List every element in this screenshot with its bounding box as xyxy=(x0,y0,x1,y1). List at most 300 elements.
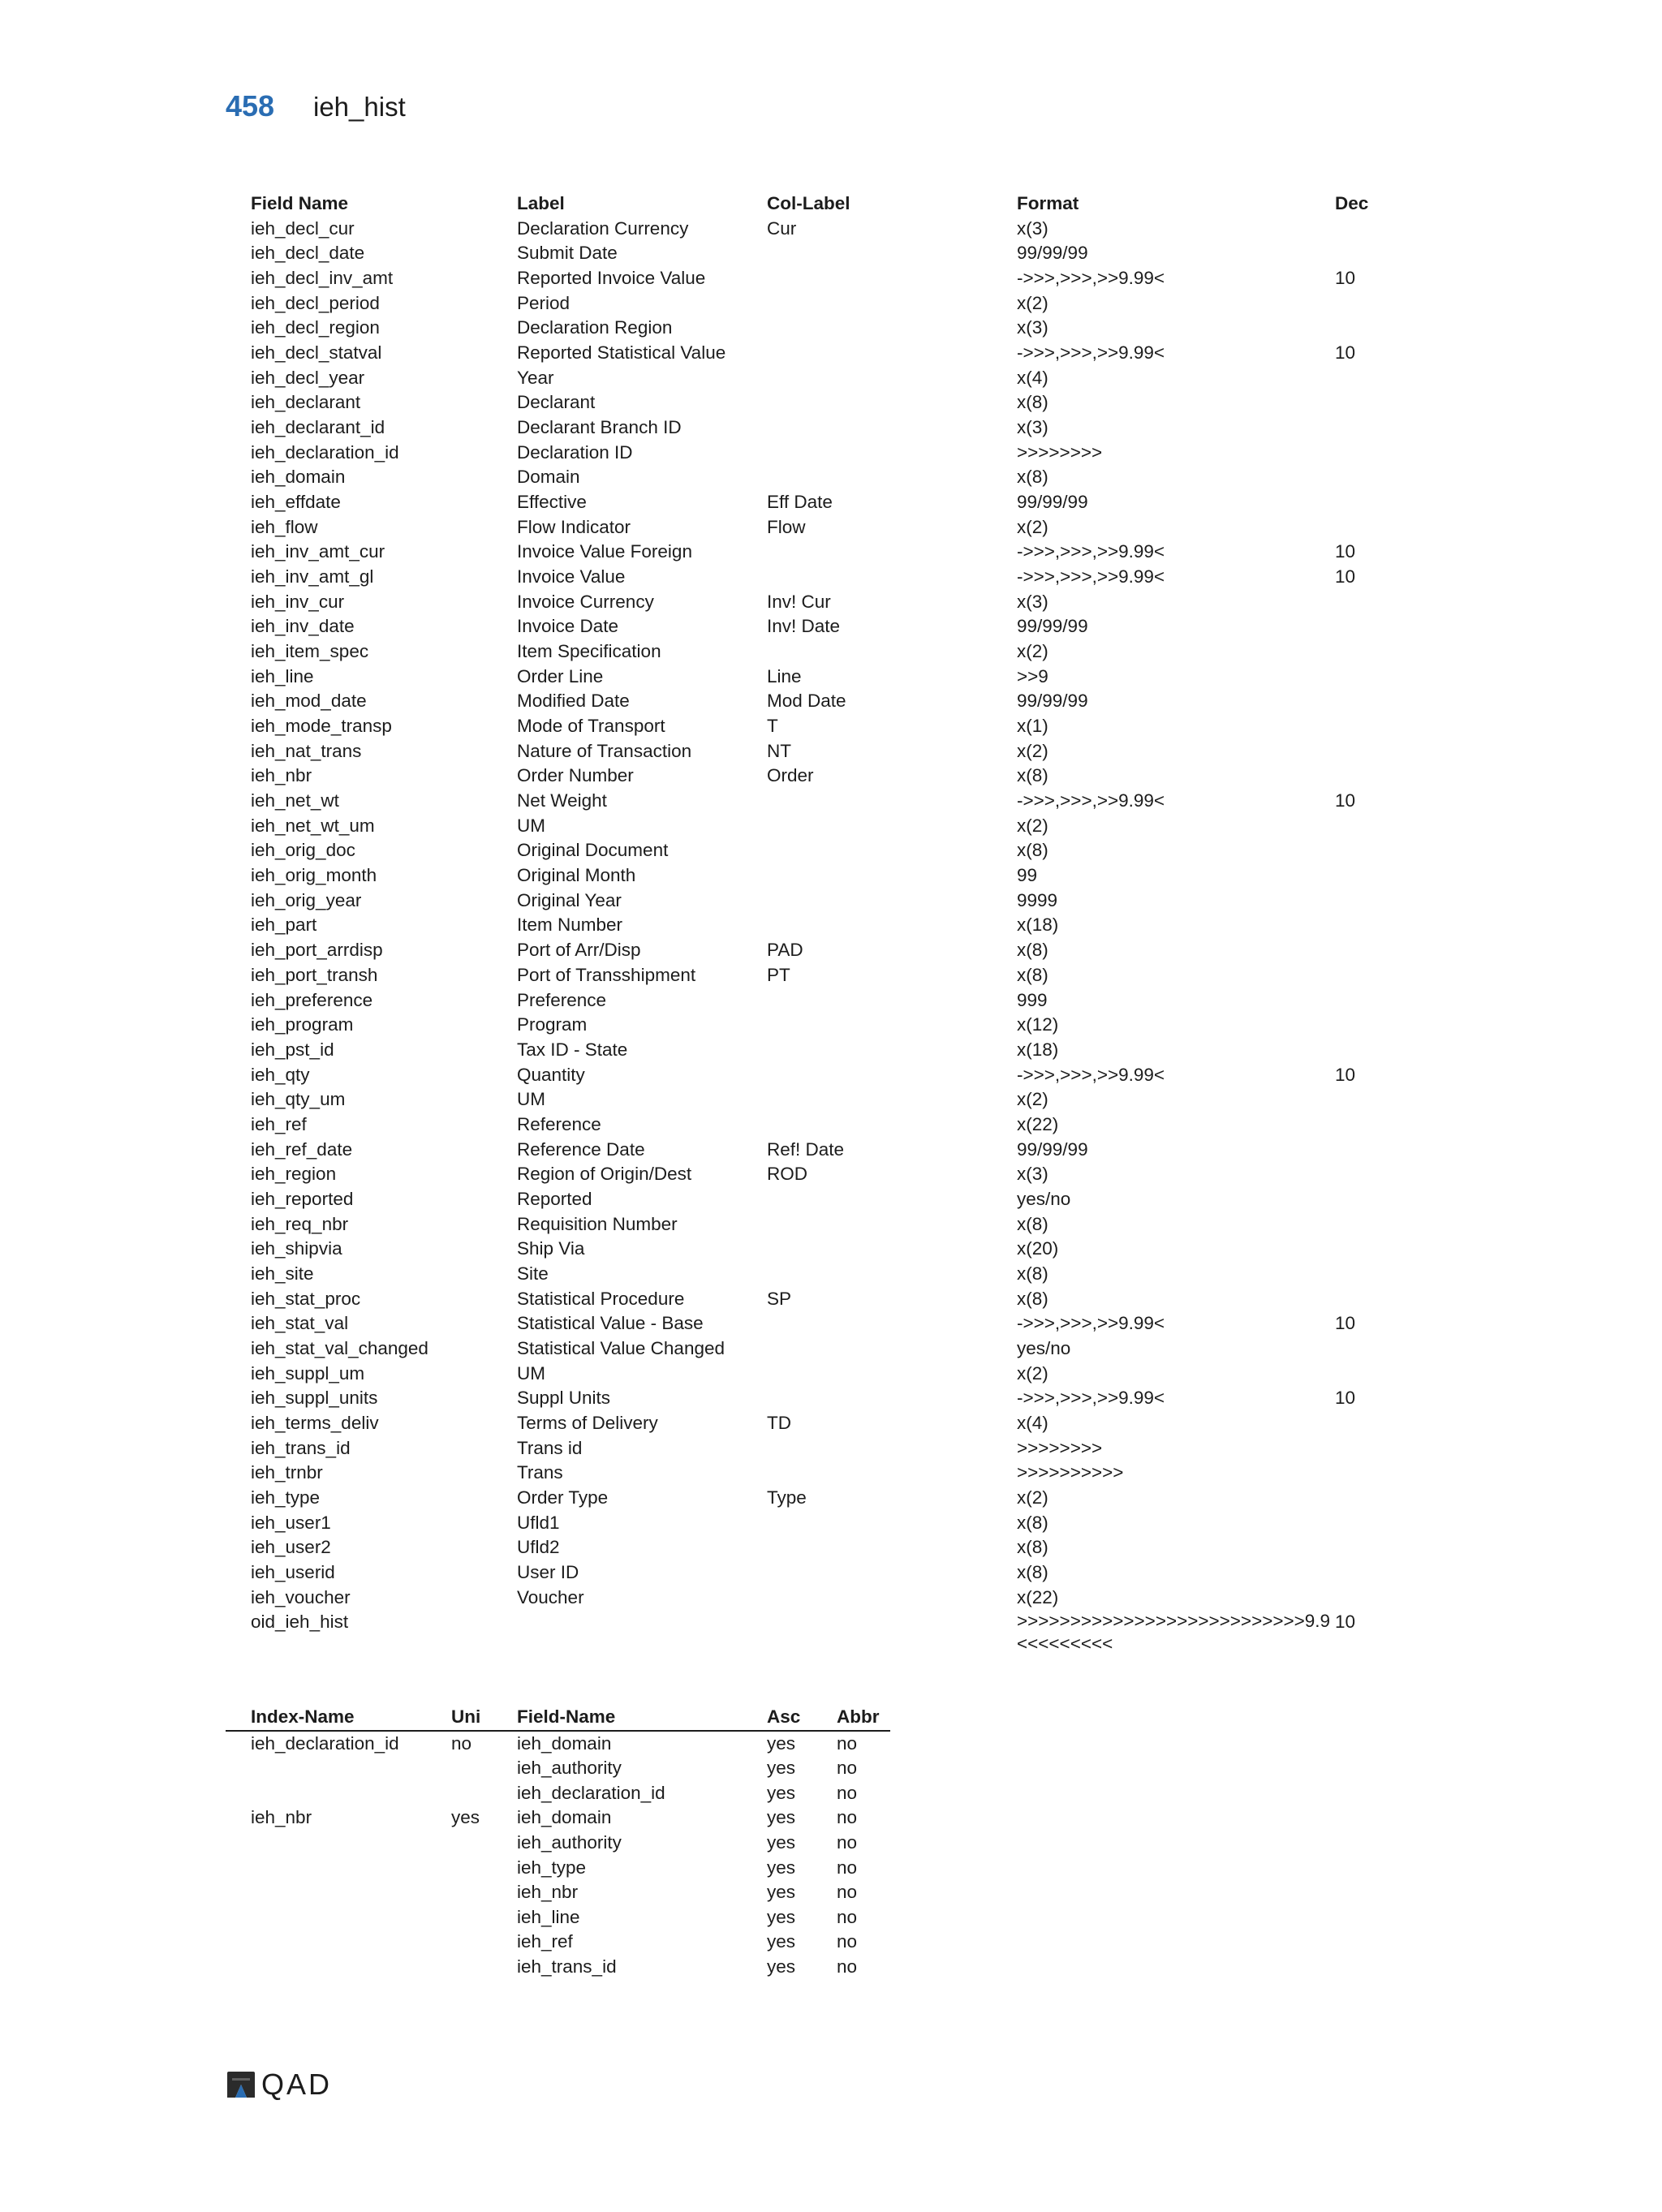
format-cell: 9999 xyxy=(1017,889,1058,910)
label-cell: Declaration ID xyxy=(517,441,633,463)
dec-cell xyxy=(1335,938,1384,963)
label-cell: Net Weight xyxy=(517,790,607,811)
label-cell: Requisition Number xyxy=(517,1213,678,1234)
col-label-cell xyxy=(767,1535,1017,1560)
format-cell: x(20) xyxy=(1017,1238,1059,1259)
format-cell: >>>>>>>> xyxy=(1017,441,1103,463)
dec-cell xyxy=(1335,1535,1384,1560)
dec-cell xyxy=(1335,639,1384,665)
table-row xyxy=(226,590,1384,615)
table-row xyxy=(226,1880,890,1905)
field-name-cell: ieh_trans_id xyxy=(251,1437,351,1458)
label-cell: Year xyxy=(517,367,554,388)
col-label-cell: ROD xyxy=(767,1164,807,1185)
index-name-cell xyxy=(251,1905,451,1930)
table-row xyxy=(226,217,1384,242)
dec-cell xyxy=(1335,316,1384,341)
format-cell: x(8) xyxy=(1017,467,1048,488)
dec-cell: 10 xyxy=(1335,1388,1356,1409)
col-label-cell xyxy=(767,1038,1017,1063)
format-cell: x(8) xyxy=(1017,765,1048,786)
unique-cell xyxy=(451,1831,517,1856)
label-cell: Order Number xyxy=(517,765,634,786)
fields-table xyxy=(226,192,1384,1655)
dec-cell xyxy=(1335,366,1384,391)
label-cell: Domain xyxy=(517,467,580,488)
label-cell: Voucher xyxy=(517,1586,584,1607)
dec-cell xyxy=(1335,1287,1384,1312)
col-label-cell xyxy=(767,1187,1017,1212)
format-cell: x(2) xyxy=(1017,516,1048,537)
dec-cell xyxy=(1335,1013,1384,1038)
index-field-cell: ieh_nbr xyxy=(517,1882,579,1903)
dec-cell xyxy=(1335,465,1384,490)
dec-cell xyxy=(1335,1112,1384,1138)
abbr-cell: no xyxy=(837,1831,858,1853)
index-table xyxy=(226,1705,890,1980)
dec-cell xyxy=(1335,515,1384,540)
table-row xyxy=(226,1038,1384,1063)
format-cell: x(3) xyxy=(1017,591,1048,612)
format-cell: x(8) xyxy=(1017,1263,1048,1284)
format-cell: x(8) xyxy=(1017,392,1048,413)
unique-cell xyxy=(451,1880,517,1905)
format-cell: x(18) xyxy=(1017,914,1059,936)
label-cell: Invoice Currency xyxy=(517,591,654,612)
col-label-cell xyxy=(767,863,1017,889)
format-cell: 99/99/99 xyxy=(1017,691,1088,712)
table-row xyxy=(226,266,1384,291)
column-header: Field-Name xyxy=(517,1705,767,1731)
dec-cell xyxy=(1335,889,1384,914)
label-cell: User ID xyxy=(517,1561,579,1582)
label-cell: Invoice Date xyxy=(517,616,619,637)
col-label-cell xyxy=(767,814,1017,839)
field-name-cell: ieh_effdate xyxy=(251,492,341,513)
field-name-cell: ieh_site xyxy=(251,1263,314,1284)
col-label-cell xyxy=(767,565,1017,590)
ascending-cell: yes xyxy=(767,1807,796,1828)
label-cell xyxy=(517,1610,767,1655)
label-cell: Submit Date xyxy=(517,243,618,264)
format-cell: x(4) xyxy=(1017,1412,1048,1433)
dec-cell xyxy=(1335,988,1384,1013)
format-cell: 99/99/99 xyxy=(1017,1138,1088,1160)
col-label-cell xyxy=(767,889,1017,914)
col-label-cell xyxy=(767,1586,1017,1611)
index-field-cell: ieh_authority xyxy=(517,1831,622,1853)
field-name-cell: ieh_suppl_units xyxy=(251,1388,378,1409)
format-cell: x(8) xyxy=(1017,1512,1048,1533)
table-row xyxy=(226,1486,1384,1511)
col-label-cell xyxy=(767,913,1017,938)
format-cell: x(3) xyxy=(1017,317,1048,338)
format-cell: x(3) xyxy=(1017,217,1048,239)
col-label-cell xyxy=(767,316,1017,341)
index-name-cell xyxy=(251,1880,451,1905)
label-cell: Trans xyxy=(517,1462,563,1483)
abbr-cell: no xyxy=(837,1931,858,1952)
field-name-cell: ieh_stat_val_changed xyxy=(251,1337,428,1358)
dec-cell xyxy=(1335,241,1384,266)
field-name-cell: ieh_terms_deliv xyxy=(251,1412,379,1433)
table-row xyxy=(226,764,1384,789)
table-row xyxy=(226,838,1384,863)
col-label-cell: Eff Date xyxy=(767,492,833,513)
dec-cell: 10 xyxy=(1335,566,1356,587)
col-label-cell: Cur xyxy=(767,217,797,239)
table-row xyxy=(226,316,1384,341)
table-row xyxy=(226,1287,1384,1312)
dec-cell xyxy=(1335,1362,1384,1387)
label-cell: Declarant xyxy=(517,392,596,413)
col-label-cell xyxy=(767,1436,1017,1461)
field-name-cell: ieh_voucher xyxy=(251,1586,351,1607)
unique-cell: yes xyxy=(451,1807,480,1828)
dec-cell xyxy=(1335,1511,1384,1536)
index-name-cell xyxy=(251,1756,451,1781)
table-row xyxy=(226,540,1384,565)
table-row xyxy=(226,1831,890,1856)
format-cell: x(22) xyxy=(1017,1586,1059,1607)
field-name-cell: ieh_shipvia xyxy=(251,1238,342,1259)
format-cell: x(8) xyxy=(1017,1213,1048,1234)
col-label-cell xyxy=(767,390,1017,415)
format-cell: 999 xyxy=(1017,989,1048,1010)
col-label-cell xyxy=(767,1386,1017,1411)
ascending-cell: yes xyxy=(767,1782,796,1803)
col-label-cell: NT xyxy=(767,740,791,761)
table-row xyxy=(226,1610,1384,1655)
unique-cell xyxy=(451,1756,517,1781)
label-cell: Order Line xyxy=(517,665,604,686)
col-label-cell xyxy=(767,441,1017,466)
dec-cell xyxy=(1335,1560,1384,1586)
unique-cell xyxy=(451,1781,517,1806)
format-cell: x(12) xyxy=(1017,1014,1059,1035)
index-field-cell: ieh_declaration_id xyxy=(517,1782,665,1803)
format-cell: x(8) xyxy=(1017,940,1048,961)
field-name-cell: ieh_nat_trans xyxy=(251,740,362,761)
dec-cell xyxy=(1335,665,1384,690)
dec-cell xyxy=(1335,1586,1384,1611)
column-header: Abbr xyxy=(837,1705,890,1731)
col-label-cell: Flow xyxy=(767,516,806,537)
index-name-cell xyxy=(251,1781,451,1806)
format-cell: x(2) xyxy=(1017,641,1048,662)
dec-cell xyxy=(1335,1336,1384,1362)
table-row xyxy=(226,1336,1384,1362)
abbr-cell: no xyxy=(837,1956,858,1977)
label-cell: Trans id xyxy=(517,1437,583,1458)
table-row xyxy=(226,1731,890,1757)
dec-cell xyxy=(1335,390,1384,415)
table-row xyxy=(226,1781,890,1806)
label-cell: UM xyxy=(517,815,545,836)
table-row xyxy=(226,1560,1384,1586)
field-name-cell: oid_ieh_hist xyxy=(251,1612,349,1633)
col-label-cell xyxy=(767,291,1017,316)
dec-cell: 10 xyxy=(1335,1612,1356,1633)
table-row xyxy=(226,366,1384,391)
dec-cell xyxy=(1335,1087,1384,1112)
field-name-cell: ieh_decl_cur xyxy=(251,217,355,239)
col-label-cell xyxy=(767,266,1017,291)
label-cell: Mode of Transport xyxy=(517,716,665,737)
abbr-cell: no xyxy=(837,1807,858,1828)
label-cell: Region of Origin/Dest xyxy=(517,1164,692,1185)
table-row xyxy=(226,889,1384,914)
field-name-cell: ieh_preference xyxy=(251,989,373,1010)
col-label-cell xyxy=(767,838,1017,863)
label-cell: Port of Transshipment xyxy=(517,964,696,985)
col-label-cell xyxy=(767,1087,1017,1112)
column-header: Index-Name xyxy=(251,1705,451,1731)
label-cell: Reference Date xyxy=(517,1138,645,1160)
field-name-cell: ieh_qty xyxy=(251,1064,310,1085)
table-row xyxy=(226,963,1384,988)
qad-logo xyxy=(226,2068,332,2102)
table-row xyxy=(226,714,1384,739)
table-row xyxy=(226,1856,890,1881)
field-name-cell: ieh_trnbr xyxy=(251,1462,323,1483)
field-name-cell: ieh_net_wt_um xyxy=(251,815,375,836)
col-label-cell xyxy=(767,1237,1017,1262)
label-cell: Statistical Procedure xyxy=(517,1288,685,1309)
dec-cell xyxy=(1335,1486,1384,1511)
table-row xyxy=(226,1511,1384,1536)
field-name-cell: ieh_decl_inv_amt xyxy=(251,268,394,289)
dec-cell xyxy=(1335,913,1384,938)
table-row xyxy=(226,1013,1384,1038)
dec-cell xyxy=(1335,614,1384,639)
field-name-cell: ieh_mode_transp xyxy=(251,716,392,737)
col-label-cell: Inv! Cur xyxy=(767,591,831,612)
dec-cell xyxy=(1335,739,1384,764)
field-name-cell: ieh_stat_proc xyxy=(251,1288,361,1309)
dec-cell xyxy=(1335,764,1384,789)
field-name-cell: ieh_orig_doc xyxy=(251,840,355,861)
table-row xyxy=(226,441,1384,466)
label-cell: Invoice Value Foreign xyxy=(517,541,692,562)
field-name-cell: ieh_userid xyxy=(251,1561,335,1582)
table-row xyxy=(226,291,1384,316)
format-cell: x(1) xyxy=(1017,716,1048,737)
page-number: 458 xyxy=(226,89,275,123)
table-row xyxy=(226,814,1384,839)
abbr-cell: no xyxy=(837,1882,858,1903)
index-field-cell: ieh_line xyxy=(517,1906,580,1927)
dec-cell: 10 xyxy=(1335,342,1356,364)
col-label-cell: Type xyxy=(767,1487,807,1508)
field-name-cell: ieh_orig_month xyxy=(251,865,377,886)
logo-text: QAD xyxy=(261,2068,333,2101)
index-header-row xyxy=(226,1705,890,1731)
index-field-cell: ieh_ref xyxy=(517,1931,573,1952)
label-cell: Program xyxy=(517,1014,588,1035)
dec-cell xyxy=(1335,1461,1384,1486)
format-cell: ->>>,>>>,>>9.99< xyxy=(1017,541,1165,562)
table-row xyxy=(226,465,1384,490)
table-row xyxy=(226,863,1384,889)
field-name-cell: ieh_type xyxy=(251,1487,321,1508)
field-name-cell: ieh_flow xyxy=(251,516,318,537)
dec-cell xyxy=(1335,441,1384,466)
label-cell: Item Number xyxy=(517,914,623,936)
format-cell: yes/no xyxy=(1017,1188,1071,1209)
dec-cell xyxy=(1335,490,1384,515)
label-cell: Flow Indicator xyxy=(517,516,631,537)
label-cell: Ufld2 xyxy=(517,1537,560,1558)
table-row xyxy=(226,789,1384,814)
field-name-cell: ieh_decl_period xyxy=(251,292,380,313)
column-header: Asc xyxy=(767,1705,837,1731)
col-label-cell: PAD xyxy=(767,940,803,961)
format-cell: >>9 xyxy=(1017,665,1048,686)
table-row xyxy=(226,689,1384,714)
table-row xyxy=(226,1756,890,1781)
col-label-cell: PT xyxy=(767,964,790,985)
table-row xyxy=(226,1436,1384,1461)
field-name-cell: ieh_part xyxy=(251,914,317,936)
dec-cell: 10 xyxy=(1335,1064,1356,1085)
format-cell: x(3) xyxy=(1017,417,1048,438)
ascending-cell: yes xyxy=(767,1931,796,1952)
field-name-cell: ieh_line xyxy=(251,665,314,686)
col-label-cell: Ref! Date xyxy=(767,1138,845,1160)
field-name-cell: ieh_ref_date xyxy=(251,1138,353,1160)
index-field-cell: ieh_trans_id xyxy=(517,1956,617,1977)
format-cell: ->>>,>>>,>>9.99< xyxy=(1017,268,1165,289)
col-label-cell xyxy=(767,1610,1017,1655)
dec-cell: 10 xyxy=(1335,1313,1356,1334)
ascending-cell: yes xyxy=(767,1732,796,1754)
format-cell: x(8) xyxy=(1017,1288,1048,1309)
dec-cell xyxy=(1335,814,1384,839)
ascending-cell: yes xyxy=(767,1956,796,1977)
col-label-cell xyxy=(767,1511,1017,1536)
field-name-cell: ieh_mod_date xyxy=(251,691,367,712)
format-cell: x(18) xyxy=(1017,1039,1059,1060)
col-label-cell xyxy=(767,366,1017,391)
unique-cell xyxy=(451,1856,517,1881)
label-cell: Port of Arr/Disp xyxy=(517,940,641,961)
table-row xyxy=(226,1905,890,1930)
table-row xyxy=(226,988,1384,1013)
col-label-cell xyxy=(767,1362,1017,1387)
table-row xyxy=(226,1461,1384,1486)
format-cell: x(2) xyxy=(1017,815,1048,836)
dec-cell xyxy=(1335,1436,1384,1461)
table-row xyxy=(226,1112,1384,1138)
field-name-cell: ieh_nbr xyxy=(251,765,312,786)
label-cell: Original Document xyxy=(517,840,669,861)
col-label-cell xyxy=(767,1262,1017,1287)
field-name-cell: ieh_orig_year xyxy=(251,889,362,910)
index-field-cell: ieh_domain xyxy=(517,1807,612,1828)
table-row xyxy=(226,1237,1384,1262)
label-cell: Reported Statistical Value xyxy=(517,342,726,364)
field-name-cell: ieh_inv_date xyxy=(251,616,355,637)
field-name-cell: ieh_ref xyxy=(251,1113,307,1134)
table-row xyxy=(226,241,1384,266)
field-name-cell: ieh_port_transh xyxy=(251,964,378,985)
col-label-cell: Mod Date xyxy=(767,691,846,712)
page-header xyxy=(226,89,406,127)
col-label-cell xyxy=(767,1311,1017,1336)
format-cell: x(22) xyxy=(1017,1113,1059,1134)
col-label-cell xyxy=(767,1560,1017,1586)
format-cell: ->>>,>>>,>>9.99< xyxy=(1017,1064,1165,1085)
column-header: Format xyxy=(1017,193,1079,213)
table-row xyxy=(226,1063,1384,1088)
table-row xyxy=(226,639,1384,665)
dec-cell xyxy=(1335,291,1384,316)
label-cell: Period xyxy=(517,292,571,313)
label-cell: Nature of Transaction xyxy=(517,740,692,761)
column-header: Col-Label xyxy=(767,193,850,213)
table-row xyxy=(226,1805,890,1831)
label-cell: Order Type xyxy=(517,1487,609,1508)
index-name-cell: ieh_nbr xyxy=(251,1807,312,1828)
column-header: Uni xyxy=(451,1705,517,1731)
label-cell: Statistical Value Changed xyxy=(517,1337,725,1358)
dec-cell xyxy=(1335,1138,1384,1163)
format-cell: x(8) xyxy=(1017,1561,1048,1582)
table-row xyxy=(226,1162,1384,1187)
col-label-cell: T xyxy=(767,716,778,737)
table-row xyxy=(226,1262,1384,1287)
label-cell: Ship Via xyxy=(517,1238,585,1259)
field-name-cell: ieh_decl_region xyxy=(251,317,380,338)
label-cell: Declaration Region xyxy=(517,317,673,338)
index-name-cell xyxy=(251,1930,451,1955)
page-title: ieh_hist xyxy=(313,92,406,122)
label-cell: Ufld1 xyxy=(517,1512,560,1533)
format-cell: >>>>>>>> xyxy=(1017,1437,1103,1458)
unique-cell: no xyxy=(451,1732,472,1754)
table-row xyxy=(226,739,1384,764)
col-label-cell xyxy=(767,1063,1017,1088)
index-name-cell xyxy=(251,1955,451,1980)
format-cell: ->>>,>>>,>>9.99< xyxy=(1017,790,1165,811)
field-name-cell: ieh_pst_id xyxy=(251,1039,334,1060)
format-cell: ->>>,>>>,>>9.99< xyxy=(1017,1388,1165,1409)
table-row xyxy=(226,614,1384,639)
format-cell: >>>>>>>>>> xyxy=(1017,1462,1124,1483)
col-label-cell xyxy=(767,1336,1017,1362)
ascending-cell: yes xyxy=(767,1857,796,1878)
label-cell: Effective xyxy=(517,492,587,513)
table-row xyxy=(226,1362,1384,1387)
ascending-cell: yes xyxy=(767,1758,796,1779)
col-label-cell xyxy=(767,341,1017,366)
field-name-cell: ieh_declarant xyxy=(251,392,361,413)
field-name-cell: ieh_port_arrdisp xyxy=(251,940,383,961)
ascending-cell: yes xyxy=(767,1831,796,1853)
table-row xyxy=(226,1087,1384,1112)
table-row xyxy=(226,1311,1384,1336)
table-row xyxy=(226,938,1384,963)
unique-cell xyxy=(451,1905,517,1930)
field-name-cell: ieh_reported xyxy=(251,1188,354,1209)
format-cell: x(4) xyxy=(1017,367,1048,388)
label-cell: Terms of Delivery xyxy=(517,1412,658,1433)
label-cell: Suppl Units xyxy=(517,1388,611,1409)
col-label-cell: Order xyxy=(767,765,814,786)
label-cell: Reported Invoice Value xyxy=(517,268,706,289)
dec-cell xyxy=(1335,689,1384,714)
